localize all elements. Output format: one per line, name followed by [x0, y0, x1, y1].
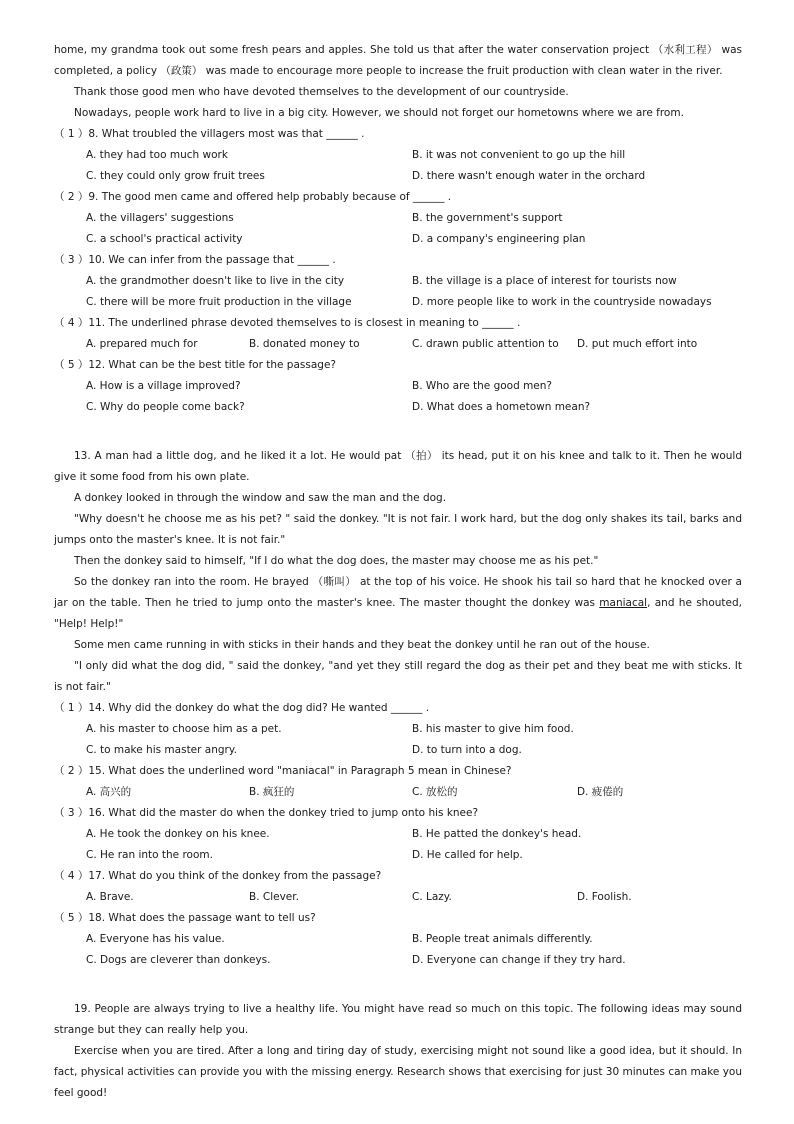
question-17-option-d[interactable]: D. Foolish. [577, 891, 632, 903]
question-8-option-c[interactable]: C. they could only grow fruit trees [86, 170, 265, 182]
question-10-option-c[interactable]: C. there will be more fruit production in the village [86, 296, 352, 308]
underlined-word-maniacal: maniacal [599, 597, 648, 609]
passage2-paragraph-4: Then the donkey said to himself, "If I do what the dog does, the master may choose me as his pet." [74, 555, 599, 567]
question-9-options-row-2 [54, 229, 742, 250]
question-18-options-row-2 [54, 950, 742, 971]
question-8-option-a[interactable]: A. they had too much work [86, 149, 228, 161]
passage1-paragraph-nowadays: Nowadays, people work hard to live in a big city. However, we should not forget our hometowns where we are from. [74, 107, 684, 119]
question-15-option-d[interactable]: D. 疲倦的 [577, 786, 624, 798]
section-spacer [54, 418, 742, 446]
passage1-paragraph-thanks: Thank those good men who have devoted themselves to the development of our countryside. [74, 86, 569, 98]
passage2-paragraph-5-text-before: So the donkey ran into the room. He brayed （嘶叫） at the top of his voice. He shook his tail so hard that he knocked over a jar on the table. Then he tried to jump onto the master's knee. The master thought the donkey was [54, 576, 742, 609]
question-9-option-d[interactable]: D. a company's engineering plan [412, 233, 586, 245]
question-14-options-row-2 [54, 740, 742, 761]
question-11-options-row [54, 334, 742, 355]
passage2-paragraph-3: "Why doesn't he choose me as his pet? " said the donkey. "It is not fair. I work hard, but the dog only shakes its tail, barks and jumps onto the master's knee. It is not fair." [54, 513, 742, 546]
question-10-options-row-1 [54, 271, 742, 292]
question-9-option-b[interactable]: B. the government's support [412, 212, 563, 224]
question-15-stem: （ 2 ）15. What does the underlined word "maniacal" in Paragraph 5 mean in Chinese? [54, 765, 512, 777]
question-17-stem: （ 4 ）17. What do you think of the donkey from the passage? [54, 870, 382, 882]
question-16-option-d[interactable]: D. He called for help. [412, 849, 523, 861]
question-18-option-c[interactable]: C. Dogs are cleverer than donkeys. [86, 954, 271, 966]
question-14-option-b[interactable]: B. his master to give him food. [412, 723, 574, 735]
question-9-option-a[interactable]: A. the villagers' suggestions [86, 212, 234, 224]
question-11-option-c[interactable]: C. drawn public attention to [412, 338, 559, 350]
question-12-option-b[interactable]: B. Who are the good men? [412, 380, 552, 392]
question-16-options-row-1 [54, 824, 742, 845]
question-10-option-a[interactable]: A. the grandmother doesn't like to live in the city [86, 275, 345, 287]
question-14-stem: （ 1 ）14. Why did the donkey do what the dog did? He wanted ______ . [54, 702, 430, 714]
passage3-paragraph-2: Exercise when you are tired. After a long and tiring day of study, exercising might not sound like a good idea, but it should. In fact, physical activities can provide you with the missing energy. Research shows that exercising for just 30 minutes can make you feel good! [54, 1045, 742, 1099]
question-18-option-a[interactable]: A. Everyone has his value. [86, 933, 225, 945]
passage2-paragraph-1: 13. A man had a little dog, and he liked it a lot. He would pat （拍） its head, put it on his knee and talk to it. Then he would give it some food from his own plate. [54, 450, 742, 483]
question-11-option-a[interactable]: A. prepared much for [86, 338, 198, 350]
question-9-stem: （ 2 ）9. The good men came and offered help probably because of ______ . [54, 191, 452, 203]
question-15-option-c[interactable]: C. 放松的 [412, 786, 458, 798]
question-15-option-b[interactable]: B. 疯狂的 [249, 786, 295, 798]
passage2-paragraph-7: "I only did what the dog did, " said the donkey, "and yet they still regard the dog as their pet and they beat me with sticks. It is not fair." [54, 660, 742, 693]
question-9-option-c[interactable]: C. a school's practical activity [86, 233, 243, 245]
question-8-option-b[interactable]: B. it was not convenient to go up the hill [412, 149, 626, 161]
question-10-stem: （ 3 ）10. We can infer from the passage that ______ . [54, 254, 336, 266]
passage1-paragraph-cont: home, my grandma took out some fresh pears and apples. She told us that after the water conservation project （水利工程） was completed, a policy （政策） was made to encourage more people to increase the fruit production with clean water in the river. [54, 44, 742, 77]
document-page [54, 40, 742, 1104]
passage2-paragraph-6: Some men came running in with sticks in their hands and they beat the donkey until he ran out of the house. [74, 639, 650, 651]
question-12-option-c[interactable]: C. Why do people come back? [86, 401, 245, 413]
question-9-options-row-1 [54, 208, 742, 229]
passage2-paragraph-2: A donkey looked in through the window and saw the man and the dog. [74, 492, 447, 504]
question-17-options-row [54, 887, 742, 908]
question-16-stem: （ 3 ）16. What did the master do when the donkey tried to jump onto his knee? [54, 807, 479, 819]
question-14-options-row-1 [54, 719, 742, 740]
section-spacer [54, 971, 742, 999]
question-10-option-b[interactable]: B. the village is a place of interest for tourists now [412, 275, 677, 287]
question-12-options-row-2 [54, 397, 742, 418]
question-8-options-row-1 [54, 145, 742, 166]
question-18-option-b[interactable]: B. People treat animals differently. [412, 933, 593, 945]
question-11-stem: （ 4 ）11. The underlined phrase devoted themselves to is closest in meaning to ______ . [54, 317, 521, 329]
question-12-option-d[interactable]: D. What does a hometown mean? [412, 401, 591, 413]
question-17-option-c[interactable]: C. Lazy. [412, 891, 452, 903]
question-16-option-a[interactable]: A. He took the donkey on his knee. [86, 828, 270, 840]
passage2-paragraph-5 [54, 572, 742, 635]
question-8-option-d[interactable]: D. there wasn't enough water in the orchard [412, 170, 646, 182]
question-12-stem: （ 5 ）12. What can be the best title for the passage? [54, 359, 336, 371]
question-12-options-row-1 [54, 376, 742, 397]
question-16-options-row-2 [54, 845, 742, 866]
question-8-options-row-2 [54, 166, 742, 187]
question-14-option-a[interactable]: A. his master to choose him as a pet. [86, 723, 282, 735]
question-14-option-c[interactable]: C. to make his master angry. [86, 744, 237, 756]
question-12-option-a[interactable]: A. How is a village improved? [86, 380, 241, 392]
question-11-option-b[interactable]: B. donated money to [249, 338, 360, 350]
question-18-option-d[interactable]: D. Everyone can change if they try hard. [412, 954, 626, 966]
question-15-options-row [54, 782, 742, 803]
question-10-options-row-2 [54, 292, 742, 313]
question-17-option-b[interactable]: B. Clever. [249, 891, 299, 903]
passage2-paragraph-5-text-after: , and he shouted, "Help! Help!" [54, 597, 742, 630]
question-17-option-a[interactable]: A. Brave. [86, 891, 134, 903]
question-8-stem: （ 1 ）8. What troubled the villagers most was that ______ . [54, 128, 365, 140]
passage3-paragraph-1: 19. People are always trying to live a healthy life. You might have read so much on this topic. The following ideas may sound strange but they can really help you. [54, 1003, 742, 1036]
question-18-stem: （ 5 ）18. What does the passage want to tell us? [54, 912, 316, 924]
question-10-option-d[interactable]: D. more people like to work in the countryside nowadays [412, 296, 712, 308]
question-16-option-c[interactable]: C. He ran into the room. [86, 849, 213, 861]
question-16-option-b[interactable]: B. He patted the donkey's head. [412, 828, 582, 840]
question-15-option-a[interactable]: A. 高兴的 [86, 786, 132, 798]
question-14-option-d[interactable]: D. to turn into a dog. [412, 744, 522, 756]
question-18-options-row-1 [54, 929, 742, 950]
question-11-option-d[interactable]: D. put much effort into [577, 338, 698, 350]
